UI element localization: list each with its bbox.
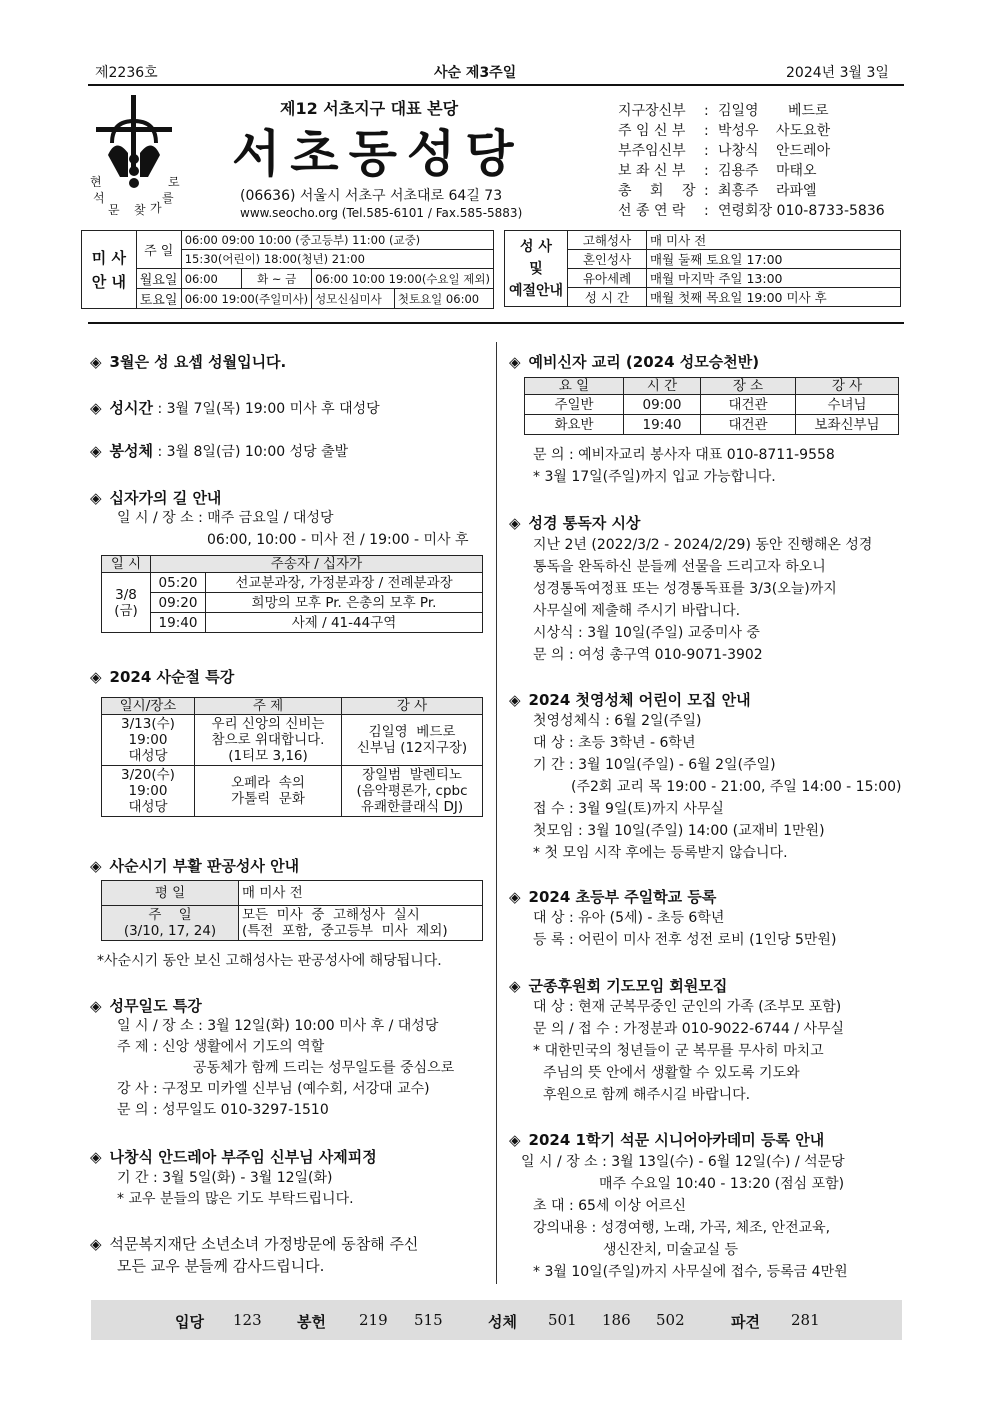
mass-schedule-table — [81, 230, 494, 309]
table-cell: 대건관 — [701, 415, 796, 435]
text-line: 첫영성체식 : 6월 2일(주일) — [533, 713, 702, 729]
table-header: 요 일 — [525, 378, 624, 395]
catechumen-table — [524, 377, 899, 435]
diamond-icon: ◈ — [90, 668, 102, 686]
sacrament-value: 매월 첫째 목요일 19:00 미사 후 — [647, 288, 901, 307]
text-line: 06:00, 10:00 - 미사 전 / 19:00 - 미사 후 — [207, 532, 469, 548]
text-line: * 3월 10일(주일)까지 사무실에 접수, 등록금 4만원 — [533, 1264, 848, 1280]
table-header: 장 소 — [701, 378, 796, 395]
monday-time: 06:00 — [181, 269, 242, 289]
table-header: 주송자 / 십자가 — [151, 556, 483, 573]
section-heading: ◈ 나창식 안드레아 부주임 신부님 사제피정 — [90, 1148, 377, 1166]
table-cell: 사제 / 41-44구역 — [206, 613, 483, 633]
table-header: 강 사 — [342, 698, 483, 715]
logo-char: 를 — [162, 191, 174, 205]
section-heading: ◈ 십자가의 길 안내 — [90, 489, 222, 507]
sunday-times-2: 15:30(어린이) 18:00(청년) 21:00 — [181, 250, 493, 269]
text-line: 대 상 : 유아 (5세) - 초등 6학년 — [533, 910, 725, 926]
section-heading: ◈ 봉성체 : 3월 8일(금) 10:00 성당 출발 — [90, 442, 349, 460]
diamond-icon: ◈ — [509, 888, 521, 906]
section-heading: ◈ 2024 첫영성체 어린이 모집 안내 — [509, 691, 751, 709]
section-heading: ◈ 예비신자 교리 (2024 성모승천반) — [509, 353, 760, 371]
section-heading: ◈ 성경 통독자 시상 — [509, 514, 641, 532]
diamond-icon: ◈ — [509, 691, 521, 709]
table-cell: 선교분과장, 가정분과장 / 전례분과장 — [206, 573, 483, 593]
text-line: * 대한민국의 청년들이 군 복무를 무사히 마치고 — [533, 1043, 824, 1059]
communion-value: 502 — [656, 1311, 685, 1329]
section-heading: ◈ 사순시기 부활 판공성사 안내 — [90, 857, 300, 875]
dismissal-label: 파견 — [731, 1313, 760, 1331]
entrance-label: 입당 — [175, 1313, 204, 1331]
issue-number: 제2236호 — [95, 65, 158, 81]
table-cell: 보좌신부님 — [796, 415, 899, 435]
section-heading: ◈ 3월은 성 요셉 성월입니다. — [90, 353, 287, 371]
logo-char: 문 — [108, 203, 120, 217]
sacrament-name: 혼인성사 — [568, 250, 647, 269]
text-line: 문 의 / 접 수 : 가정분과 010-9022-6744 / 사무실 — [533, 1021, 845, 1037]
text-line: 일 시 / 장 소 : 매주 금요일 / 대성당 — [117, 510, 334, 526]
text-line: 주 제 : 신앙 생활에서 기도의 역할 — [117, 1039, 325, 1055]
liturgical-week: 사순 제3주일 — [434, 65, 517, 81]
diamond-icon: ◈ — [90, 442, 102, 460]
text-line: 매주 수요일 10:40 - 13:20 (점심 포함) — [599, 1176, 845, 1192]
diamond-icon: ◈ — [90, 489, 102, 507]
text-line: 등 록 : 어린이 미사 전후 성전 로비 (1인당 5만원) — [533, 932, 837, 948]
communion-value: 501 — [548, 1311, 577, 1329]
text-line: 성경통독여정표 또는 성경통독표를 3/3(오늘)까지 — [533, 581, 837, 597]
text-line: *사순시기 동안 보신 고해성사는 판공성사에 해당됩니다. — [97, 953, 442, 969]
communion-value: 186 — [602, 1311, 631, 1329]
diamond-icon: ◈ — [90, 399, 102, 417]
text-line: * 첫 모임 시작 후에는 등록받지 않습니다. — [533, 845, 788, 861]
text-line: 강의내용 : 성경여행, 노래, 가곡, 체조, 안전교육, — [533, 1220, 831, 1236]
sacrament-name: 고해성사 — [568, 231, 647, 250]
table-header: 강 사 — [796, 378, 899, 395]
dismissal-value: 281 — [791, 1311, 820, 1329]
text-line: 일 시 / 장 소 : 3월 12일(화) 10:00 미사 후 / 대성당 — [117, 1018, 439, 1034]
section-rule — [88, 322, 904, 324]
text-line: * 교우 분들의 많은 기도 부탁드립니다. — [117, 1191, 354, 1207]
parish-subtitle: 제12 서초지구 대표 본당 — [280, 99, 459, 118]
table-cell: 희망의 모후 Pr. 은총의 모후 Pr. — [206, 593, 483, 613]
logo-char: 찾 — [134, 203, 146, 217]
monday-label: 월요일 — [136, 269, 181, 289]
table-cell: 대건관 — [701, 395, 796, 415]
logo-char: 석 — [93, 191, 105, 205]
table-cell: 매 미사 전 — [239, 881, 483, 906]
section-heading: ◈ 2024 사순절 특강 — [90, 668, 235, 686]
parish-title: 서초동성당 — [232, 125, 524, 183]
sacrament-value: 매 미사 전 — [647, 231, 901, 250]
diamond-icon: ◈ — [509, 977, 521, 995]
text-line: 대 상 : 초등 3학년 - 6학년 — [533, 735, 696, 751]
table-cell: 05:20 — [151, 573, 206, 593]
saturday-marian: 성모신심미사 — [312, 289, 395, 309]
saturday-label: 토요일 — [136, 289, 181, 309]
text-line: 시상식 : 3월 10일(주일) 교중미사 중 — [533, 625, 760, 641]
diamond-icon: ◈ — [509, 514, 521, 532]
text-line: 생신잔치, 미술교실 등 — [603, 1242, 739, 1258]
section-heading: ◈ 군종후원회 기도모임 회원모집 — [509, 977, 728, 995]
first-saturday: 첫토요일 06:00 — [394, 289, 493, 309]
section-heading: ◈ 2024 초등부 주일학교 등록 — [509, 888, 717, 906]
text-line: 모든 교우 분들께 감사드립니다. — [117, 1257, 325, 1275]
text-line: 문 의 : 성무일도 010-3297-1510 — [117, 1102, 329, 1118]
table-cell: 우리 신앙의 신비는 참으로 위대합니다. (1티모 3,16) — [195, 715, 342, 766]
text-line: 접 수 : 3월 9일(토)까지 사무실 — [533, 801, 724, 817]
table-header: 일 시 — [102, 556, 151, 573]
text-line: 기 간 : 3월 10일(주일) - 6월 2일(주일) — [533, 757, 776, 773]
mass-label: 미 사 안 내 — [82, 231, 137, 309]
lecture-table — [101, 697, 483, 817]
text-line: 후원으로 함께 해주시길 바랍니다. — [543, 1087, 751, 1103]
text-line: 일 시 / 장 소 : 3월 13일(수) - 6월 12일(수) / 석문당 — [521, 1154, 845, 1170]
text-line: 통독을 완독하신 분들께 선물을 드리고자 하오니 — [533, 559, 826, 575]
logo-char: 로 — [168, 175, 180, 189]
text-line: ◈ 석문복지재단 소년소녀 가정방문에 동참해 주신 — [90, 1235, 419, 1253]
offering-value: 219 — [359, 1311, 388, 1329]
table-cell: 3/20(수) 19:00 대성당 — [102, 766, 195, 817]
table-cell: 평 일 — [102, 881, 239, 906]
sacrament-value: 매월 마지막 주일 13:00 — [647, 269, 901, 288]
column-divider — [496, 342, 497, 1284]
table-header: 시 간 — [624, 378, 701, 395]
table-cell: 09:20 — [151, 593, 206, 613]
confession-table — [101, 880, 483, 941]
sacrament-name: 유아세례 — [568, 269, 647, 288]
stations-day: 3/8 (금) — [102, 573, 151, 633]
table-header: 주 제 — [195, 698, 342, 715]
text-line: (주2회 교리 목 19:00 - 21:00, 주일 14:00 - 15:00) — [571, 779, 902, 795]
table-cell: 화요반 — [525, 415, 624, 435]
table-cell: 오페라 속의 가톨릭 문화 — [195, 766, 342, 817]
text-line: * 3월 17일(주일)까지 입교 가능합니다. — [533, 469, 776, 485]
diamond-icon: ◈ — [509, 353, 521, 371]
header-rule — [88, 84, 904, 86]
sunday-times-1: 06:00 09:00 10:00 (중고등부) 11:00 (교중) — [181, 231, 493, 250]
text-line: 문 의 : 예비자교리 봉사자 대표 010-8711-9558 — [533, 447, 835, 463]
diamond-icon: ◈ — [90, 353, 102, 371]
table-cell: 모든 미사 중 고해성사 실시 (특전 포함, 중고등부 미사 제외) — [239, 906, 483, 941]
table-cell: 주 일 (3/10, 17, 24) — [102, 906, 239, 941]
table-cell: 09:00 — [624, 395, 701, 415]
table-cell: 수녀님 — [796, 395, 899, 415]
sunday-label: 주 일 — [136, 231, 181, 269]
text-line: 강 사 : 구정모 미카엘 신부님 (예수회, 서강대 교수) — [117, 1081, 430, 1097]
table-cell: 19:40 — [151, 613, 206, 633]
text-line: 주님의 뜻 안에서 생활할 수 있도록 기도와 — [543, 1065, 800, 1081]
saturday-times: 06:00 19:00(주일미사) — [181, 289, 311, 309]
table-cell: 주일반 — [525, 395, 624, 415]
entrance-value: 123 — [233, 1311, 262, 1329]
stations-table — [101, 555, 483, 633]
section-heading: ◈ 성시간 : 3월 7일(목) 19:00 미사 후 대성당 — [90, 399, 380, 417]
text-line: 지난 2년 (2022/3/2 - 2024/2/29) 동안 진행해온 성경 — [533, 537, 873, 553]
diamond-icon: ◈ — [509, 1131, 521, 1149]
offering-value: 515 — [414, 1311, 443, 1329]
text-line: 기 간 : 3월 5일(화) - 3월 12일(화) — [117, 1170, 333, 1186]
sacraments-table — [504, 230, 901, 307]
text-line: 공동체가 함께 드리는 성무일도를 중심으로 — [193, 1060, 455, 1076]
text-line: 사무실에 제출해 주시기 바랍니다. — [533, 603, 741, 619]
table-cell: 3/13(수) 19:00 대성당 — [102, 715, 195, 766]
communion-label: 성체 — [488, 1313, 517, 1331]
sacrament-value: 매월 둘째 토요일 17:00 — [647, 250, 901, 269]
tue-fri-label: 화 ~ 금 — [242, 269, 312, 289]
issue-date: 2024년 3월 3일 — [786, 65, 889, 81]
parish-logo — [90, 93, 180, 217]
logo-char: 가 — [150, 201, 162, 215]
table-header: 일시/장소 — [102, 698, 195, 715]
tue-fri-times: 06:00 10:00 19:00(수요일 제외) — [312, 269, 494, 289]
text-line: 대 상 : 현재 군복무중인 군인의 가족 (조부모 포함) — [533, 999, 842, 1015]
section-heading: ◈ 성무일도 특강 — [90, 997, 202, 1015]
diamond-icon: ◈ — [90, 857, 102, 875]
diamond-icon: ◈ — [90, 997, 102, 1015]
section-heading: ◈ 2024 1학기 석문 시니어아카데미 등록 안내 — [509, 1131, 825, 1149]
table-cell: 19:40 — [624, 415, 701, 435]
diamond-icon: ◈ — [90, 1235, 102, 1253]
table-cell: 김일영 베드로 신부님 (12지구장) — [342, 715, 483, 766]
parish-address: (06636) 서울시 서초구 서초대로 64길 73 — [240, 188, 503, 204]
attendance-footer — [91, 1300, 902, 1340]
diamond-icon: ◈ — [90, 1148, 102, 1166]
table-cell: 장일범 발렌티노 (음악평론가, cpbc 유쾌한클래식 DJ) — [342, 766, 483, 817]
text-line: 초 대 : 65세 이상 어르신 — [533, 1198, 686, 1214]
text-line: 문 의 : 여성 총구역 010-9071-3902 — [533, 647, 763, 663]
sacraments-label: 성 사 및 예절안내 — [505, 231, 568, 307]
text-line: 첫모임 : 3월 10일(주일) 14:00 (교재비 1만원) — [533, 823, 825, 839]
parish-contact: www.seocho.org (Tel.585-6101 / Fax.585-5883) — [240, 206, 523, 220]
offering-label: 봉헌 — [297, 1313, 326, 1331]
logo-char: 현 — [90, 175, 102, 189]
sacrament-name: 성 시 간 — [568, 288, 647, 307]
